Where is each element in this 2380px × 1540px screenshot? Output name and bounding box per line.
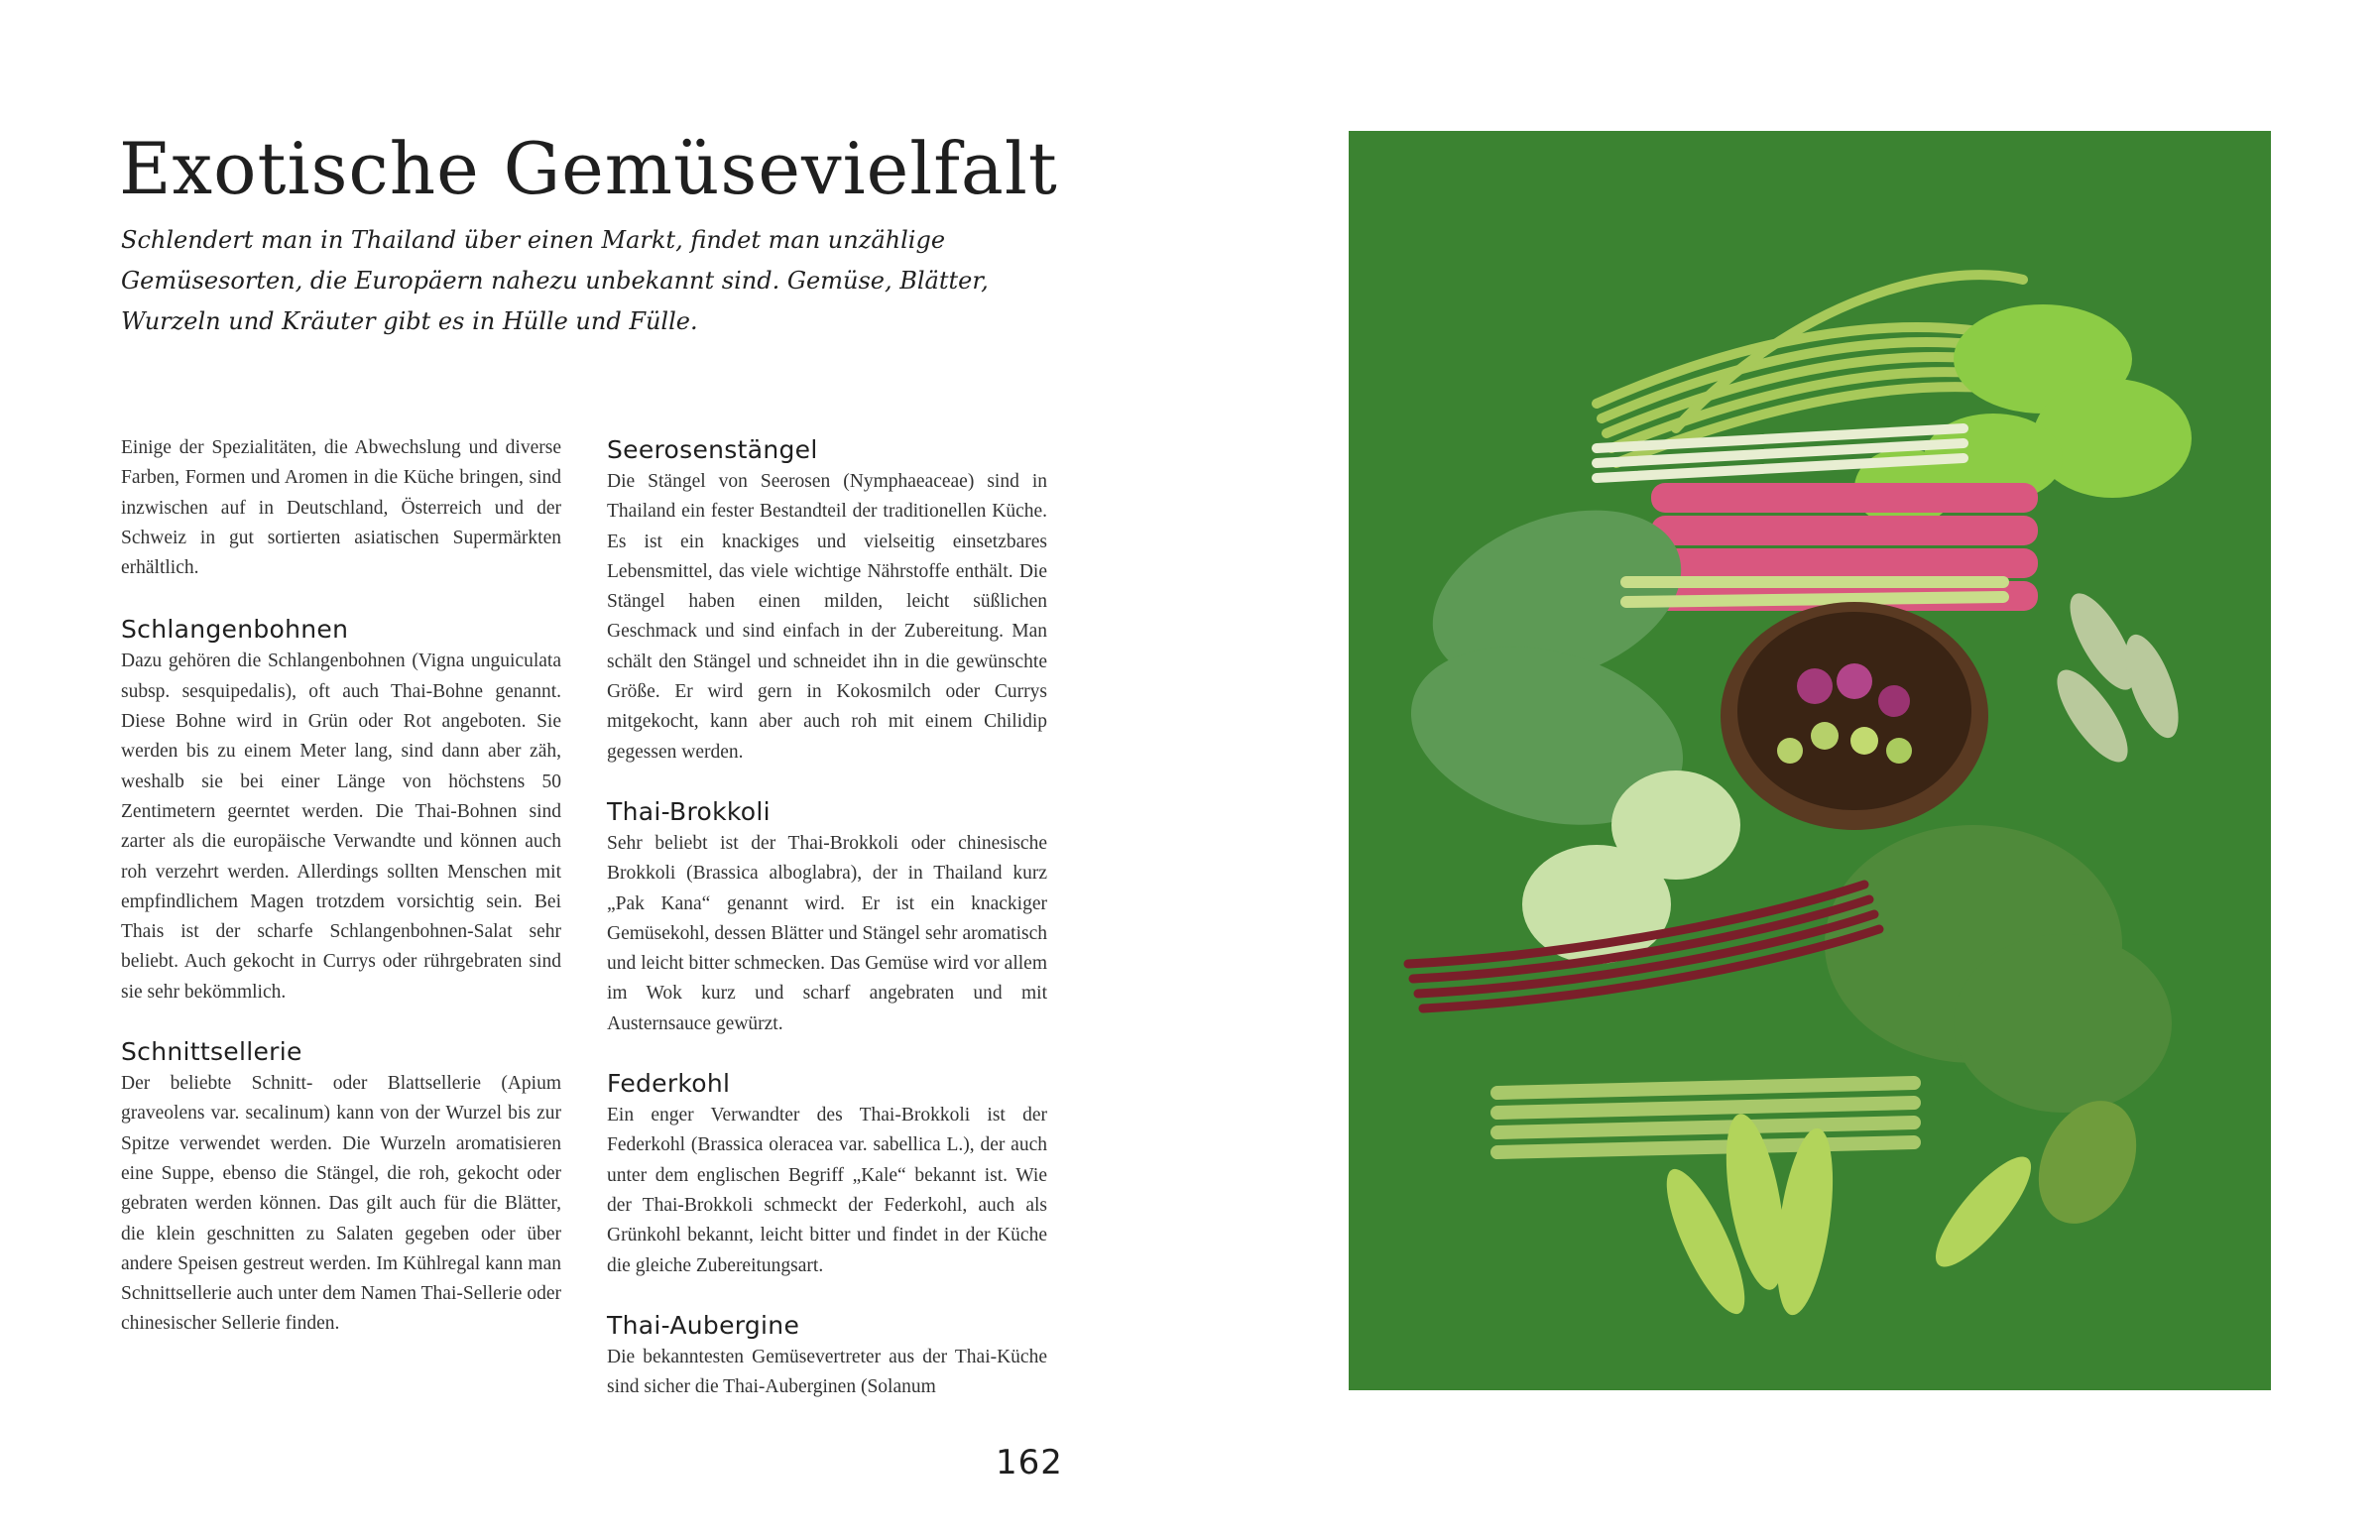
coconut-bowl (1721, 602, 1988, 830)
section-text: Der beliebte Schnitt- oder Blattsellerie (Apium graveolens var. secalinum) kann von der Wurzel bis zur Spitze verwendet werden. Die Wurzeln aromatisieren eine Suppe, ebenso die Stängel, die roh, gekocht oder gebraten werden können. Das gilt auch für die Blätter, die klein geschnitten zu Salaten gegeben oder über andere Speisen gestreut werden. Im Kühlregal kann man Schnittsellerie auch unter dem Namen Thai-Sellerie oder chinesischer Sellerie finden. (121, 1073, 561, 1335)
page-number: 162 (996, 1443, 1063, 1482)
section-text: Ein enger Verwandter des Thai-Brokkoli ist der Federkohl (Brassica oleracea var. sabellica L.), der auch unter dem englischen Begriff „Kale“ bekannt ist. Wie der Thai-Brokkoli schmeckt der Federkohl, auch als Grünkohl bekannt, leicht bitter und findet in der Küche die gleiche Zubereitungsart. (607, 1105, 1047, 1276)
section-heading: Seerosenstängel (607, 435, 818, 464)
section-text: Sehr beliebt ist der Thai-Brokkoli oder chinesische Brokkoli (Brassica alboglabra), der in Thailand kurz „Pak Kana“ genannt wird. Er ist ein knackiger Gemüsekohl, dessen Blätter und Stängel sehr aromatisch und leicht bitter schmecken. Das Gemüse wird vor allem im Wok kurz und scharf angebraten und mit Austernsauce gewürzt. (607, 832, 1047, 1034)
section-thai-brokkoli (607, 795, 1047, 1039)
section-seerosenstaengel (607, 433, 1047, 768)
section-schnittsellerie (121, 1035, 561, 1340)
left-column (121, 433, 561, 1367)
lead-paragraph: Einige der Spezialitäten, die Abwechslung und diverse Farben, Formen und Aromen in die Küche bringen, sind inzwischen auf in Deutschland, Österreich und der Schweiz in gut sortierten asiatischen Supermärkten erhältlich. (121, 437, 561, 579)
section-heading: Thai-Brokkoli (607, 796, 771, 826)
right-column (607, 433, 1047, 1430)
section-thai-aubergine (607, 1309, 1047, 1403)
section-heading: Schlangenbohnen (121, 615, 349, 645)
vegetable-photo (1349, 131, 2271, 1390)
page-title: Exotische Gemüsevielfalt (119, 127, 1058, 210)
section-heading: Thai-Aubergine (607, 1310, 800, 1340)
section-schlangenbohnen (121, 613, 561, 1007)
section-text: Die Stängel von Seerosen (Nymphaeaceae) sind in Thailand ein fester Bestandteil der traditionellen Küche. Es ist ein knackiges und vielseitig einsetzbares Lebensmittel, das viele wichtige Nährstoffe enthält. Die Stängel haben einen milden, leicht süßlichen Geschmack und sind einfach in der Zubereitung. Man schält den Stängel und schneidet ihn in die gewünschte Größe. Er wird gern in Kokosmilch oder Currys mitgekocht, kann aber auch roh mit einem Chilidip gegessen werden. (607, 471, 1047, 763)
intro-paragraph: Schlendert man in Thailand über einen Markt, findet man unzählige Gemüsesorten, die Europäern nahezu unbekannt sind. Gemüse, Blätter, Wurzeln und Kräuter gibt es in Hülle und Fülle. (121, 226, 989, 335)
section-heading: Schnittsellerie (121, 1037, 302, 1067)
section-federkohl (607, 1067, 1047, 1281)
section-heading: Federkohl (607, 1069, 731, 1099)
section-text: Die bekanntesten Gemüsevertreter aus der Thai-Küche sind sicher die Thai-Auberginen (Solanum (607, 1346, 1047, 1398)
section-text: Dazu gehören die Schlangenbohnen (Vigna unguiculata subsp. sesquipedalis), oft auch Thai-Bohne genannt. Diese Bohne wird in Grün oder Rot angeboten. Sie werden bis zu einem Meter lang, sind dann aber zäh, weshalb sie bei einer Länge von höchstens 50 Zentimetern geerntet werden. Die Thai-Bohnen sind zarter als die europäische Verwandte und können auch roh verzehrt werden. Allerdings sollten Menschen mit empfindlichem Magen trotzdem vorsichtig sein. Bei Thais ist der scharfe Schlangenbohnen-Salat sehr beliebt. Auch gekocht in Currys oder rührgebraten sind sie sehr bekömmlich. (121, 651, 561, 1003)
